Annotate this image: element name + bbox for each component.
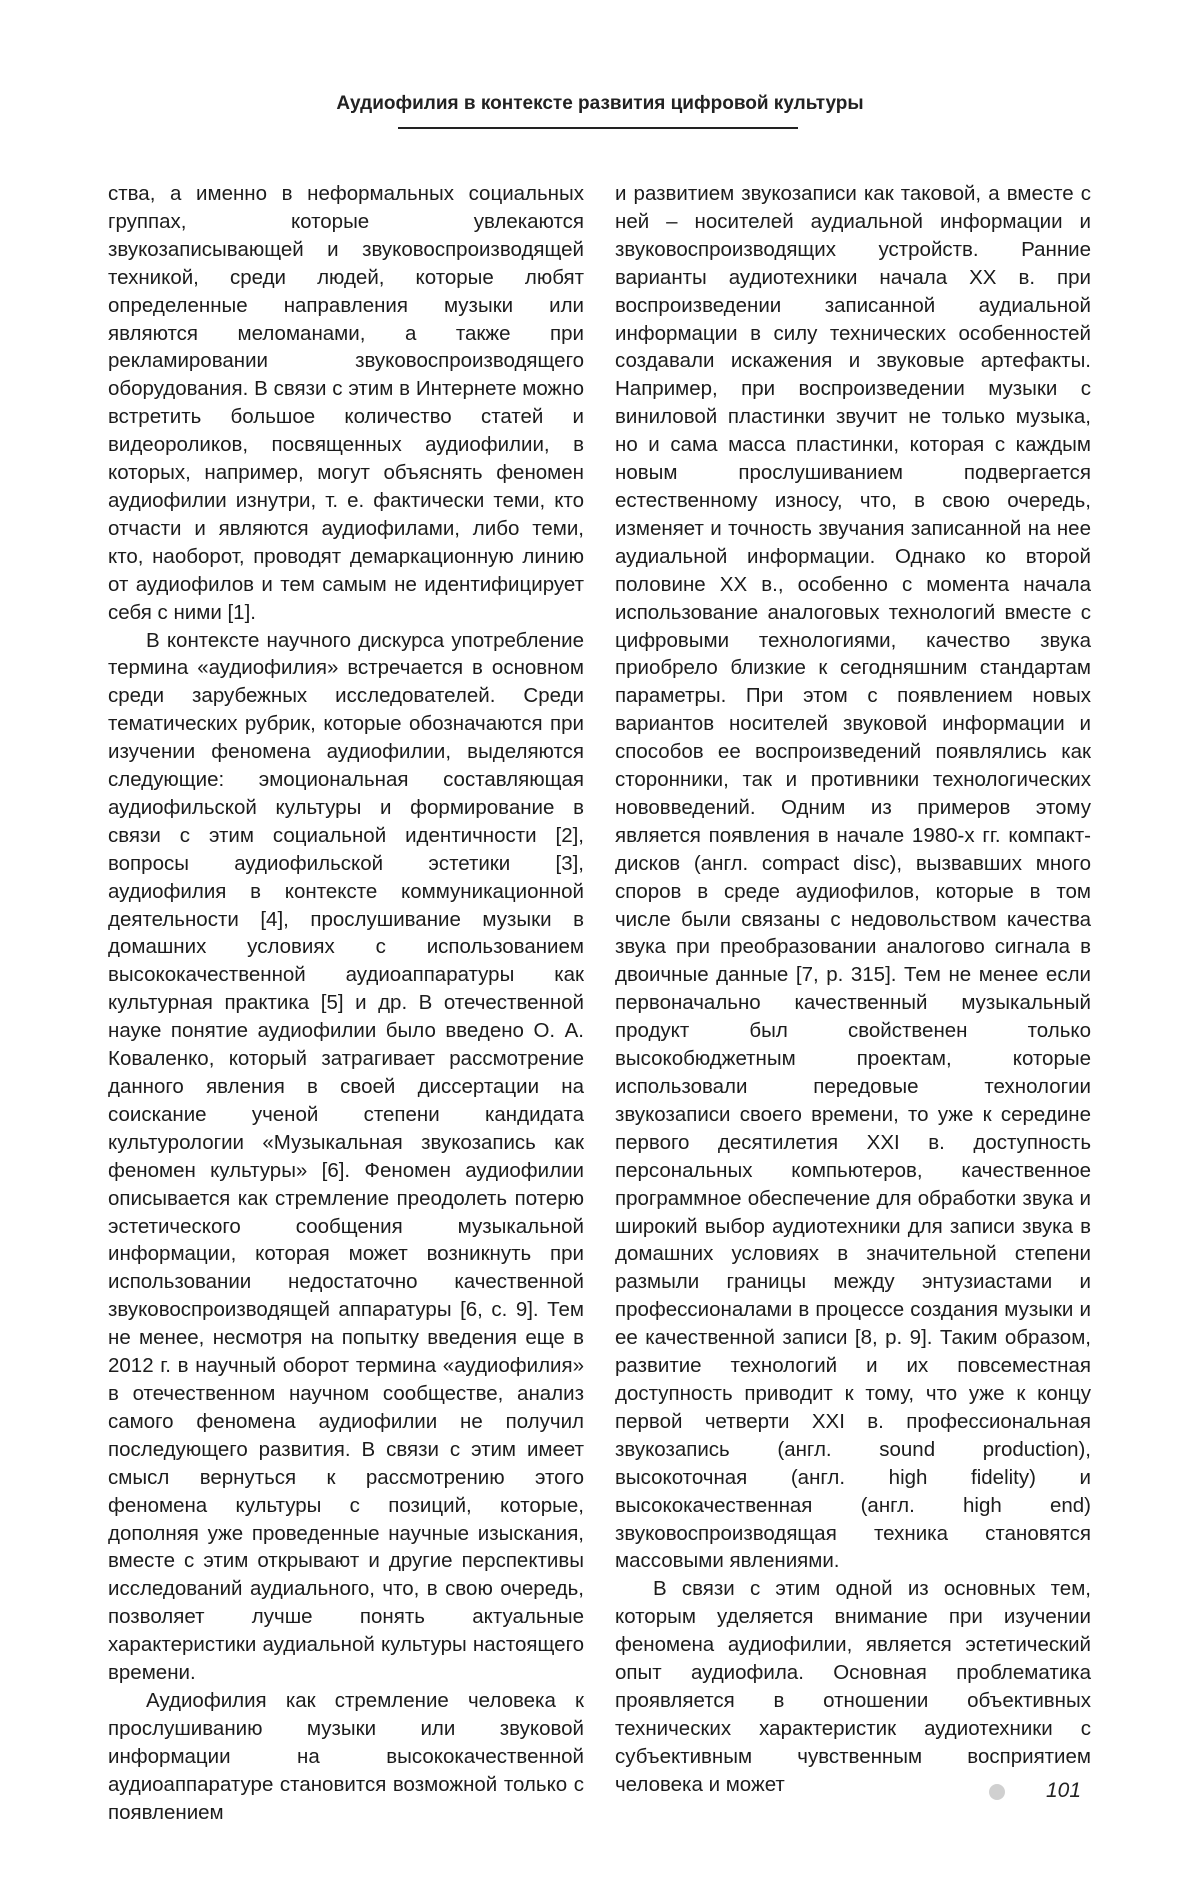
right-column <box>615 180 1091 1799</box>
page-number: 101 <box>1046 1779 1082 1802</box>
paragraph: В контексте научного дискурса употребление термина «аудиофилия» встречается в основном среди зарубежных исследователей. Среди тематических рубрик, которые обозначаются при изучении феномена аудиофилии, выделяются следующие: эмоциональная составляющая аудиофильской культуры и формирование в связи с этим социальной идентичности [2], вопросы аудиофильской эстетики [3], аудиофилия в контексте коммуникационной деятельности [4], прослушивание музыки в домашних условиях с использованием высококачественной аудиоаппаратуры как культурная практика [5] и др. В отечественной науке понятие аудиофилии было введено О. А. Коваленко, который затрагивает рассмотрение данного явления в своей диссертации на соискание ученой степени кандидата культурологии «Музыкальная звукозапись как феномен культуры» [6]. Феномен аудиофилии описывается как стремление преодолеть потерю эстетического сообщения музыкальной информации, которая может возникнуть при использовании недостаточно качественной звуковоспроизводящей аппаратуры [6, с. 9]. Тем не менее, несмотря на попытку введения еще в 2012 г. в научный оборот термина «аудиофилия» в отечественном научном сообществе, анализ самого феномена аудиофилии не получил последующего развития. В связи с этим имеет смысл вернуться к рассмотрению этого феномена культуры с позиций, которые, дополняя уже проведенные научные изыскания, вместе с этим открывают и другие перспективы исследований аудиального, что, в свою очередь, позволяет лучше понять актуальные характеристики аудиальной культуры настоящего времени. <box>108 628 584 1685</box>
header-rule <box>398 127 798 129</box>
paragraph: Аудиофилия как стремление человека к прослушиванию музыки или звуковой информации на высококачественной аудиоаппаратуре становится возможной только с появлением <box>108 1688 584 1824</box>
paragraph: В связи с этим одной из основных тем, которым уделяется внимание при изучении феномена аудиофилии, является эстетический опыт аудиофила. Основная проблематика проявляется в отношении объективных технических характеристик аудиотехники с субъективным чувственным восприятием человека и может <box>615 1577 1091 1796</box>
paragraph: ства, а именно в неформальных социальных группах, которые увлекаются звукозаписывающей и звуковоспроизводящей техникой, среди людей, которые любят определенные направления музыки или являются меломанами, а также при рекламировании звуковоспроизводящего оборудования. В связи с этим в Интернете можно встретить большое количество статей и видеороликов, посвященных аудиофилии, в которых, например, могут объяснять феномен аудиофилии изнутри, т. е. фактически теми, кто отчасти и являются аудиофилами, либо теми, кто, наоборот, проводят демаркационную линию от аудиофилов и тем самым не идентифицирует себя с ними [1]. <box>108 182 584 624</box>
paragraph: и развитием звукозаписи как таковой, а вместе с ней – носителей аудиальной информации и звуковоспроизводящих устройств. Ранние варианты аудиотехники начала XX в. при воспроизведении записанной аудиальной информации в силу технических особенностей создавали искажения и звуковые артефакты. Например, при воспроизведении музыки с виниловой пластинки звучит не только музыка, но и сама масса пластинки, которая с каждым новым прослушиванием подвергается естественному износу, что, в свою очередь, изменяет и точность звучания записанной на нее аудиальной информации. Однако ко второй половине XX в., особенно с момента начала использование аналоговых технологий вместе с цифровыми технологиями, качество звука приобрело близкие к сегодняшним стандартам параметры. При этом с появлением новых вариантов носителей звуковой информации и способов ее воспроизведений появлялись как сторонники, так и противники технологических нововведений. Одним из примеров этому является появления в начале 1980-х гг. компакт-дисков (англ. compact disc), вызвавших много споров в среде аудиофилов, которые в том числе были связаны с недовольством качества звука при преобразовании аналогово сигнала в двоичные данные [7, p. 315]. Тем не менее если первоначально качественный музыкальный продукт был свойственен только высокобюджетным проектам, которые использовали передовые технологии звукозаписи своего времени, то уже к середине первого десятилетия XXI в. доступность персональных компьютеров, качественное программное обеспечение для обработки звука и широкий выбор аудиотехники для записи звука в домашних условиях в значительной степени размыли границы между энтузиастами и профессионалами в процессе создания музыки и ее качественной записи [8, p. 9]. Таким образом, развитие технологий и их повсеместная доступность приводит к тому, что уже к концу первой четверти XXI в. профессиональная звукозапись (англ. sound production), высокоточная (англ. high fidelity) и высококачественная (англ. high end) звуковоспроизводящая техника становятся массовыми явлениями. <box>615 182 1091 1573</box>
page-marker-dot <box>989 1784 1005 1800</box>
left-column <box>108 180 584 1826</box>
running-header: Аудиофилия в контексте развития цифровой культуры <box>336 93 864 114</box>
